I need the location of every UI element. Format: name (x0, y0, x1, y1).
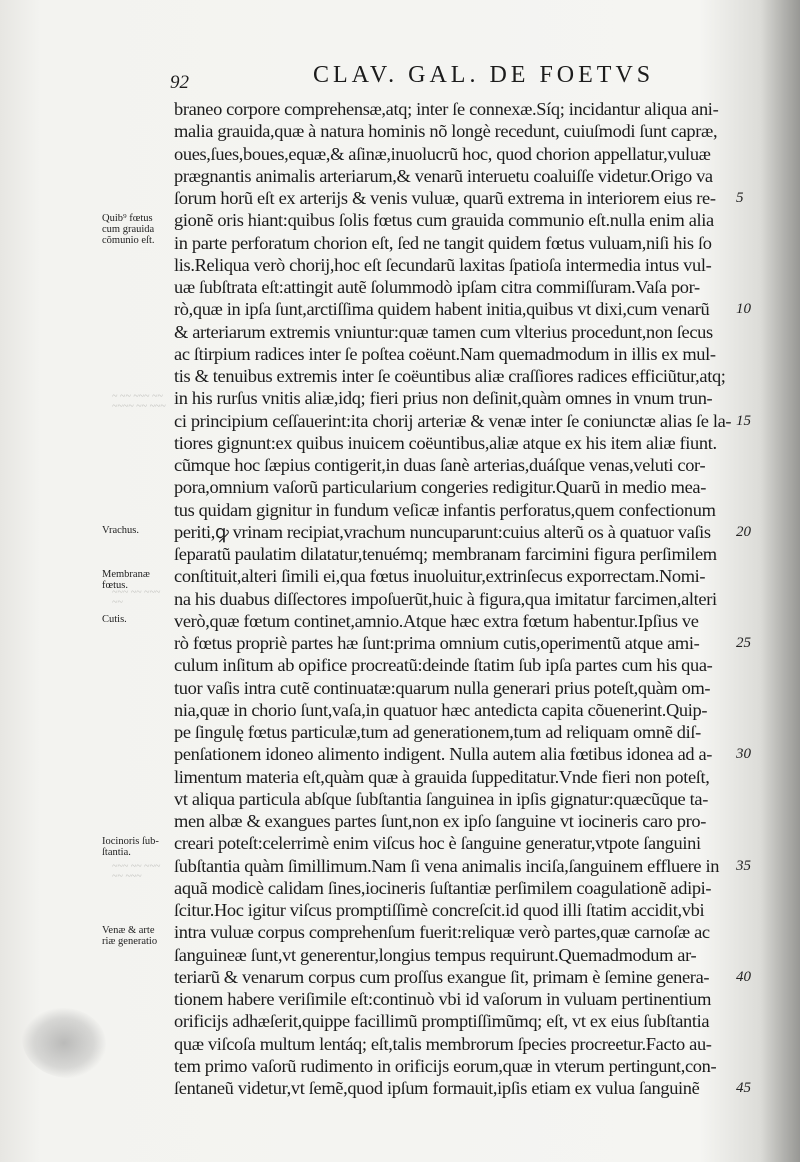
margin-note: Quib⁹ fœtus cum grauida cõmunio eſt. (102, 213, 155, 247)
text-line: ci principium ceſſauerint:ita chorij arteriæ & venæ inter ſe coniunctæ alias ſe la- (174, 410, 732, 431)
text-line: nia,quæ in chorio ſunt,vaſa,in quatuor hæc antedicta capita cõuenerint.Quip- (174, 699, 708, 720)
line-number: 40 (736, 968, 751, 985)
show-through-text: ~ ~~ ~~~ ~~ ~~~~ ~~ ~~~ (112, 391, 166, 412)
text-line: men albæ & exangues partes ſunt,non ex ipſo ſanguine vt iocineris caro pro- (174, 811, 706, 831)
text-line: tiores gignunt:ex quibus inuicem coëuntibus,aliæ atque ex his item aliæ fiunt. (174, 432, 717, 453)
text-line: teriarũ & venarum corpus cum proſſus exangue ſit, primam è ſemine genera- (174, 966, 710, 987)
line-number: 20 (736, 523, 751, 540)
text-line: na his duabus diſſectores impoſuerũt,huic à figura,qua imitatur farcimen,alteri (174, 588, 717, 609)
text-line: tem primo vaſorũ rudimento in orificijs eorum,quæ in vterum pertingunt,con- (174, 1055, 717, 1076)
text-line: ſanguineæ ſunt,vt generentur,longius tempus requirunt.Quemadmodum ar- (174, 944, 697, 965)
line-number: 35 (736, 857, 751, 874)
text-line: rò,quæ in ipſa ſunt,arctiſſima quidem habent initia,quibus vt dixi,cum venarũ (174, 299, 710, 320)
text-line: lis.Reliqua verò chorij,hoc eſt ſecundarũ laxitas ſpatioſa intermedia intus vul- (174, 254, 712, 275)
text-line: gionẽ oris hiant:quibus ſolis fœtus cum grauida communio eſt.nulla enim alia (174, 210, 714, 231)
text-line: intra vuluæ corpus comprehenſum fuerit:reliquæ verò partes,quæ carnoſæ ac (174, 922, 710, 943)
margin-note: Vrachus. (102, 524, 139, 536)
text-line: culum inſitum ab opifice procreatũ:deinde ſtatim ſub ipſa partes cum his qua- (174, 655, 713, 676)
text-line: in his rurſus vnitis aliæ,idq; fieri prius non deſinit,quàm omnes in vnum trun- (174, 388, 713, 409)
text-line: in parte perforatum chorion eſt, ſed ne tangit quidem fœtus vuluam,niſi his ſo (174, 232, 712, 253)
text-line: penſationem idoneo alimento indigent. Nulla autem alia fœtibus idonea ad a- (174, 744, 713, 765)
text-line: aquã modicè calidam ſines,iocineris ſuſtantiæ perſimilem coagulationẽ adipi- (174, 877, 712, 898)
page-number: 92 (170, 72, 189, 93)
text-line: tis & tenuibus extremis inter ſe coëuntibus aliæ craſſiores radices efficiũtur,atq; (174, 366, 726, 386)
text-line: periti,ꝙ vrinam recipiat,vrachum nuncuparunt:cuius alterũ os à quatuor vaſis (174, 521, 711, 542)
line-number: 15 (736, 412, 751, 429)
text-line: oues,ſues,boues,equæ,& aſinæ,inuolucrũ hoc, quod chorion appellatur,vuluæ (174, 143, 711, 164)
text-line: orificijs adhæſerit,quippe facillimũ promptiſſimũmq; eſt, vt ex eius ſubſtantia (174, 1011, 710, 1032)
line-number: 30 (736, 746, 751, 763)
text-line: tuor vaſis intra cutẽ continuatæ:quarum nulla generari prius poteſt,quàm om- (174, 677, 711, 698)
text-line: braneo corpore comprehensæ,atq; inter ſe connexæ.Síq; incidantur aliqua ani- (174, 99, 719, 119)
margin-note: Iocinoris ſub- ſtantia. (102, 836, 159, 859)
text-line: ſentaneũ videtur,vt ſemẽ,quod ipſum formauit,ipſis etiam ex vulua ſanguinẽ (174, 1078, 700, 1098)
line-number: 45 (736, 1080, 751, 1096)
text-line: ſeparatũ paulatim dilatatur,tenuémq; membranam farcimini figura perſimilem (174, 544, 717, 564)
line-number: 5 (736, 190, 744, 206)
text-line: prægnantis animalis arteriarum,& venarũ interuetu coaluiſſe videtur.Origo va (174, 165, 713, 186)
text-line: rò fœtus propriè partes hæ ſunt:prima omnium cutis,operimentũ atque ami- (174, 633, 700, 653)
show-through-text: ~~~ ~~ ~~~ ~~ ~~~ (112, 861, 161, 882)
text-line: ſorum horũ eſt ex arterijs & venis vuluæ, quarũ extrema in interiorem eius re- (174, 188, 716, 208)
text-line: cũmque hoc ſæpius contigerit,in duas ſanè arterias,duáſque venas,veluti cor- (174, 455, 706, 475)
text-line: ac ſtirpium radices inter ſe poſtea coëunt.Nam quemadmodum in illis ex mul- (174, 343, 716, 364)
text-line: limentum materia eſt,quàm quæ à grauida ſuppeditatur.Vnde fieri non poteſt, (174, 766, 710, 787)
text-line: verò,quæ fœtum continet,amnio.Atque hæc extra fœtum habentur.Ipſius ve (174, 610, 699, 631)
show-through-text: ~~~ ~~ ~~~ ~~ (112, 587, 161, 608)
text-line: ſubſtantia quàm ſimillimum.Nam ſi vena animalis inciſa,ſanguinem effluere in (174, 855, 720, 876)
line-number: 10 (736, 301, 751, 318)
text-line: tus quidam gignitur in fundum veſicæ infantis perforatus,quem confectionum (174, 499, 716, 520)
text-line: malia grauida,quæ à natura hominis nõ longè recedunt, cuiuſmodi ſunt capræ, (174, 121, 718, 142)
body-text (174, 98, 744, 1099)
text-line: uæ ſubſtrata eſt:attingit autẽ ſolummodò ipſam citra commiſſuram.Vaſa por- (174, 277, 700, 297)
text-line: vt aliqua particula abſque ſubſtantia ſanguinea in ipſis gignatur:quæcũque ta- (174, 788, 708, 809)
running-head: CLAV. GAL. DE FOETVS (313, 62, 655, 88)
page-edge-shadow (760, 0, 800, 1162)
text-line: conſtituit,alteri ſimili ei,qua fœtus inuoluitur,extrinſecus exporrectam.Nomi- (174, 566, 706, 587)
text-line: pe ſingulę fœtus particulæ,tum ad generationem,tum ad reliquam omnẽ diſ- (174, 722, 701, 742)
text-line: & arteriarum extremis vniuntur:quæ tamen cum vlterius procedunt,non ſecus (174, 321, 713, 342)
text-line: quæ viſcoſa multum lentáq; eſt,talis membrorum ſpecies procreetur.Facto au- (174, 1033, 712, 1054)
margin-note: Membranæ fœtus. (102, 569, 150, 592)
line-number: 25 (736, 635, 751, 651)
text-line: tionem habere veriſimile eſt:continuò vbi id vaſorum in vuluam pertinentium (174, 989, 712, 1009)
ink-stain (22, 1008, 106, 1078)
margin-note: Venæ & arte riæ generatio (102, 925, 158, 948)
margin-note: Cutis. (102, 613, 127, 625)
text-line: pora,omnium vaſorũ particularium congeries redigitur.Quarũ in medio mea- (174, 477, 706, 498)
text-line: creari poteſt:celerrimè enim viſcus hoc è ſanguine generatur,vtpote ſanguini (174, 833, 701, 854)
text-line: ſcitur.Hoc igitur viſcus promptiſſimè concreſcit.id quod illi ſtatim accidit,vbi (174, 900, 705, 920)
